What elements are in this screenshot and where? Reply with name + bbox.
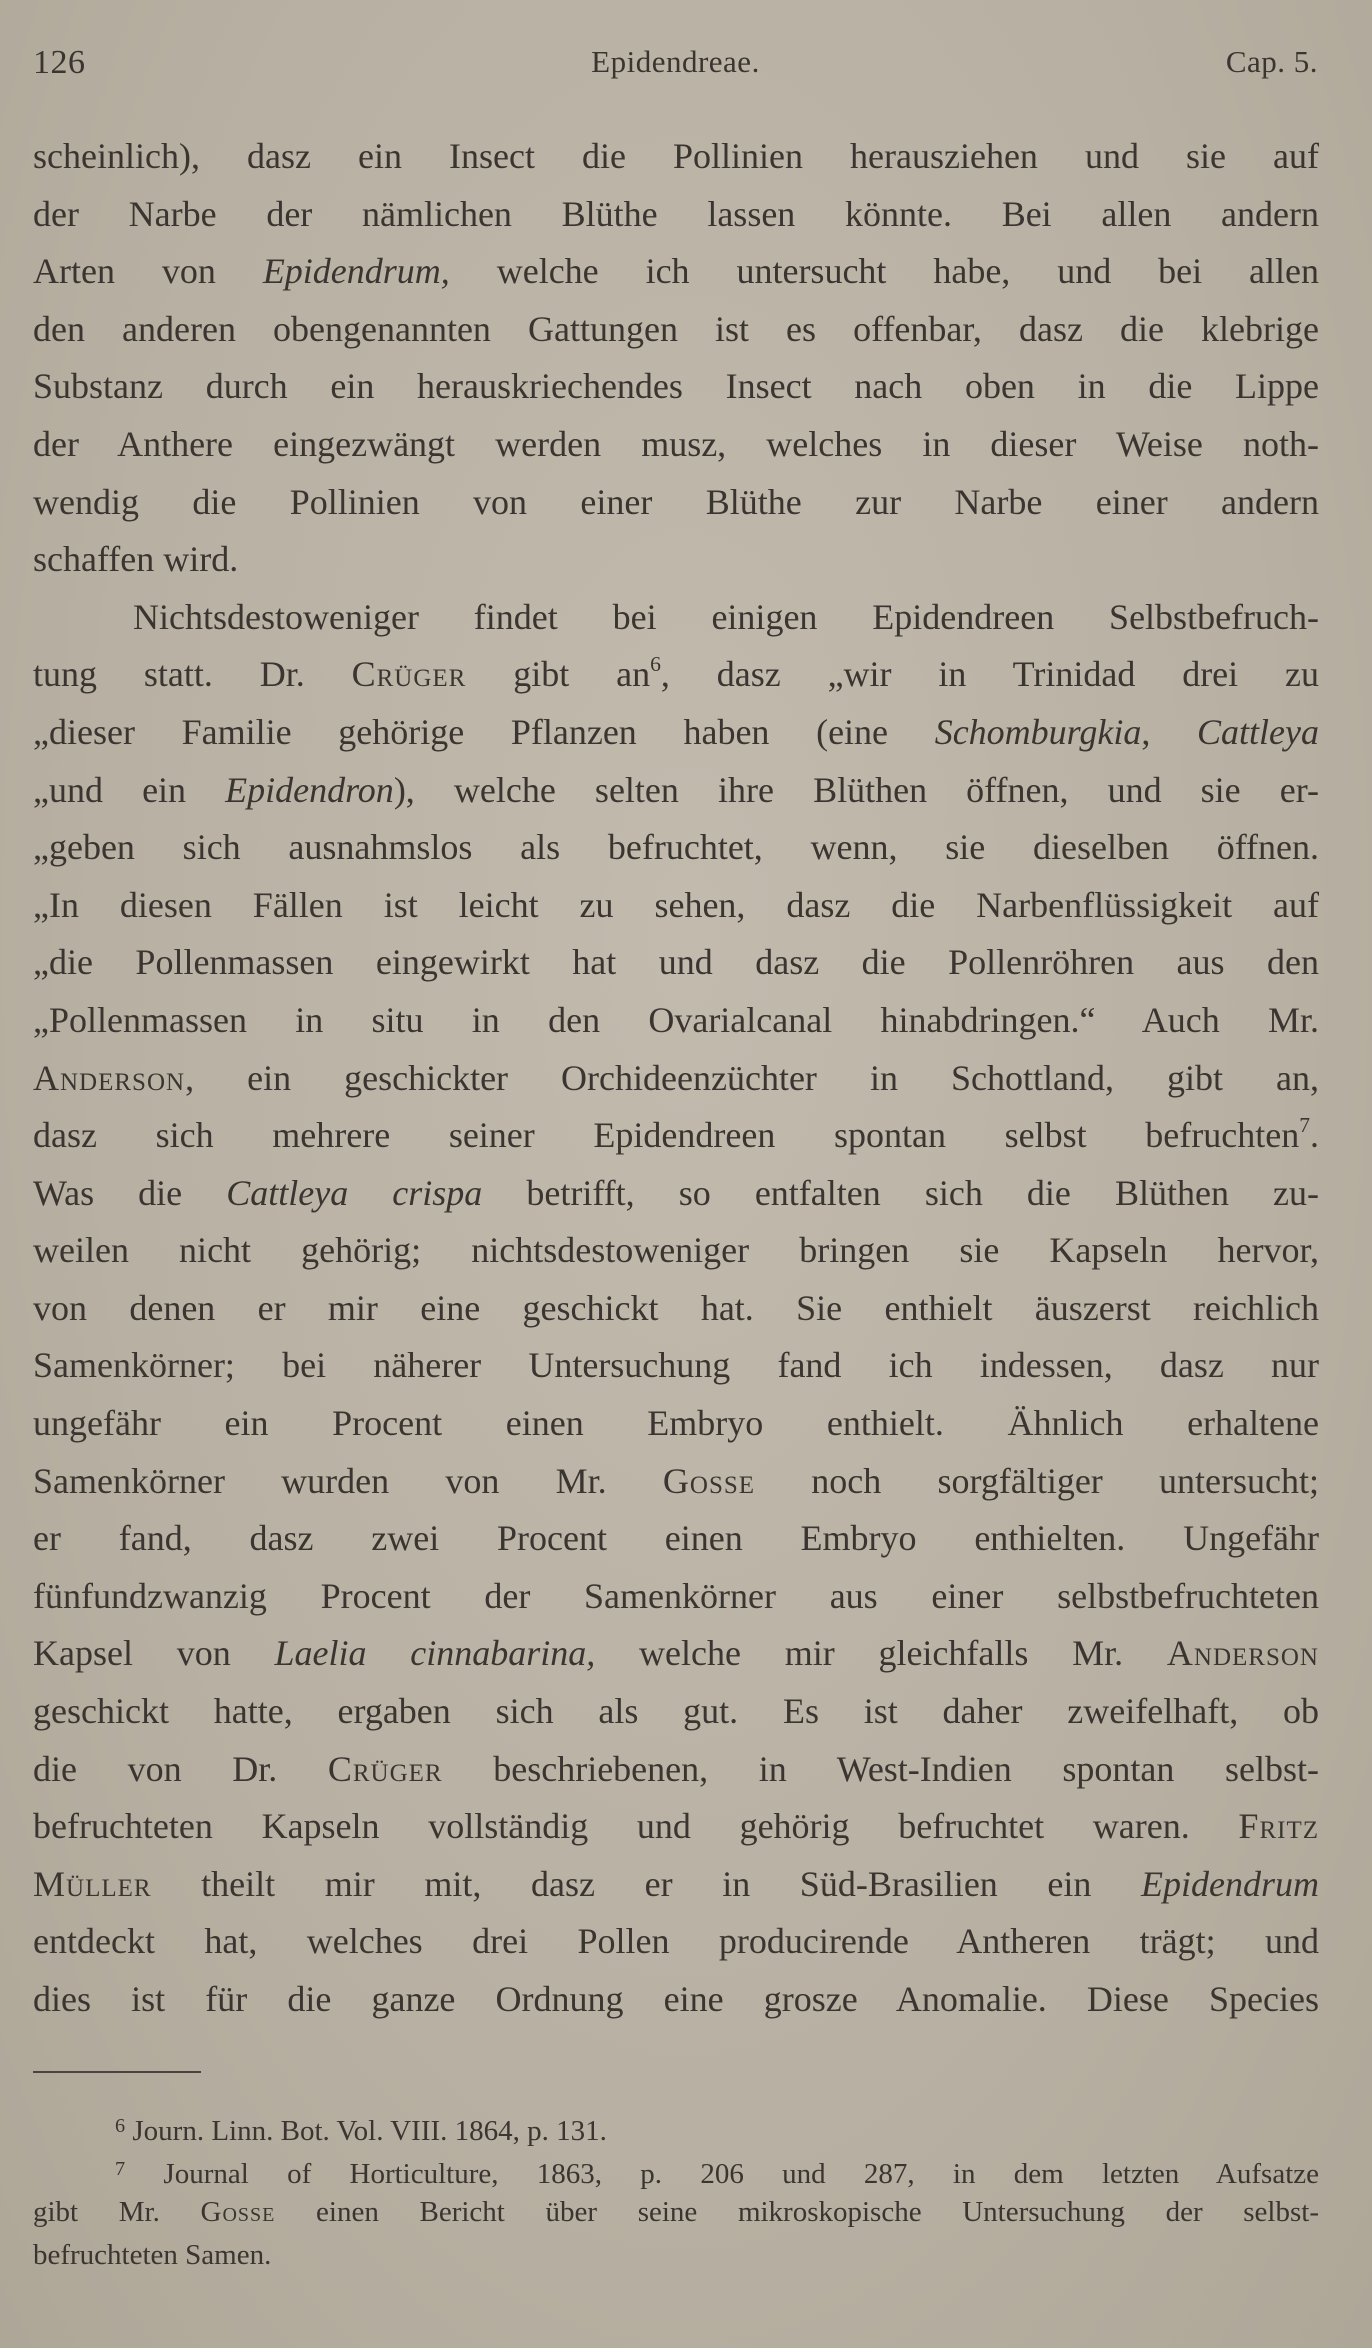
taxon-name: Cattleya	[1197, 711, 1319, 752]
text-line: Nichtsdestoweniger findet bei einigen Epidendreen Selbstbefruch-	[133, 596, 1319, 637]
text-line: geschickt hatte, ergaben sich als gut. Es ist daher zweifelhaft, ob	[33, 1691, 1319, 1732]
footnote-7-end: befruchteten Samen.	[33, 2239, 272, 2271]
text-line: Samenkörner; bei näherer Untersuchung fand ich indessen, dasz nur	[33, 1345, 1319, 1386]
text-line: Müller theilt mir mit, dasz er in Süd-Brasilien ein Epidendrum	[33, 1863, 1319, 1904]
footnote-7: $^7$ Journal of Horticulture, 1863, p. 206 und 287, in dem letzten Aufsatze	[115, 2158, 1319, 2191]
text-line: ungefähr ein Procent einen Embryo enthielt. Ähnlich erhaltene	[33, 1403, 1319, 1444]
taxon-name: Schomburgkia	[934, 711, 1142, 752]
author-name: Crüger	[327, 1748, 443, 1789]
taxon-name: Epidendron	[225, 769, 394, 810]
page-header	[33, 44, 1318, 94]
text-line: entdeckt hat, welches drei Pollen producirende Antheren trägt; und	[33, 1921, 1319, 1962]
text-line: den anderen obengenannten Gattungen ist es offenbar, dasz die klebrige	[33, 308, 1319, 349]
text-line: von denen er mir eine geschickt hat. Sie enthielt äuszerst reichlich	[33, 1287, 1319, 1328]
footnote-divider	[33, 2071, 201, 2073]
footnote-ref[interactable]: 7	[1299, 1112, 1310, 1137]
taxon-name: Epidendrum,	[262, 251, 450, 292]
text-line: Was die Cattleya crispa betrifft, so entfalten sich die Blüthen zu-	[33, 1172, 1319, 1213]
author-name: Müller	[33, 1863, 152, 1904]
text-line: Substanz durch ein herauskriechendes Insect nach oben in die Lippe	[33, 366, 1319, 407]
footnote-7-cont: gibt Mr. Gosse einen Bericht über seine mikroskopische Untersuchung der selbst-	[33, 2196, 1319, 2228]
author-name: Anderson	[33, 1057, 186, 1098]
text-line: Anderson, ein geschickter Orchideenzüchter in Schottland, gibt an,	[33, 1057, 1319, 1098]
text-line: „die Pollenmassen eingewirkt hat und dasz die Pollenröhren aus den	[33, 942, 1319, 983]
text-line: „und ein Epidendron), welche selten ihre Blüthen öffnen, und sie er-	[33, 769, 1319, 810]
footnote-6: $^6$ Journ. Linn. Bot. Vol. VIII. 1864, p. 131.	[115, 2115, 607, 2148]
text-line: fünfundzwanzig Procent der Samenkörner aus einer selbstbefruchteten	[33, 1575, 1319, 1616]
author-name: Gosse	[662, 1460, 756, 1501]
text-line: er fand, dasz zwei Procent einen Embryo enthielten. Ungefähr	[33, 1518, 1319, 1559]
page-number: 126	[33, 44, 86, 81]
text-line: Kapsel von Laelia cinnabarina, welche mir gleichfalls Mr. Anderson	[33, 1633, 1319, 1674]
text-line: wendig die Pollinien von einer Blüthe zur Narbe einer andern	[33, 481, 1319, 522]
text-line: weilen nicht gehörig; nichtsdestoweniger bringen sie Kapseln hervor,	[33, 1230, 1319, 1271]
text-line: „Pollenmassen in situ in den Ovarialcanal hinabdringen.“ Auch Mr.	[33, 999, 1319, 1040]
text-line: Samenkörner wurden von Mr. Gosse noch sorgfältiger untersucht;	[33, 1460, 1319, 1501]
text-line: „In diesen Fällen ist leicht zu sehen, dasz die Narbenflüssigkeit auf	[33, 884, 1319, 925]
text-line: „dieser Familie gehörige Pflanzen haben (eine Schomburgkia, Cattleya	[33, 711, 1319, 752]
footnotes	[33, 2105, 1319, 2277]
author-name: Gosse	[200, 2196, 276, 2228]
body-text	[33, 128, 1319, 2029]
author-name: Fritz	[1238, 1806, 1319, 1847]
author-name: Crüger	[351, 654, 467, 695]
chapter-label: Cap. 5.	[1225, 44, 1318, 79]
text-line: dies ist für die ganze Ordnung eine grosze Anomalie. Diese Species	[33, 1979, 1319, 2019]
taxon-name: Epidendrum	[1141, 1863, 1319, 1904]
text-line: der Narbe der nämlichen Blüthe lassen könnte. Bei allen andern	[33, 193, 1319, 234]
text-line: tung statt. Dr. Crüger gibt $an^6$, dasz „wir in Trinidad drei zu	[33, 652, 1319, 695]
footnote-ref[interactable]: 6	[650, 652, 661, 677]
text-line: „geben sich ausnahmslos als befruchtet, wenn, sie dieselben öffnen.	[33, 827, 1319, 868]
author-name: Anderson	[1166, 1633, 1319, 1674]
text-line: dasz sich mehrere seiner Epidendreen spontan selbst befruchten$^7$.	[33, 1112, 1319, 1156]
taxon-name: Laelia cinnabarina,	[274, 1633, 596, 1674]
text-line: Arten von Epidendrum, welche ich untersucht habe, und bei allen	[33, 251, 1319, 292]
running-title: Epidendreae.	[591, 44, 760, 79]
footnote-number: 6	[115, 2115, 126, 2137]
taxon-name: Cattleya crispa	[226, 1172, 483, 1213]
text-line: scheinlich), dasz ein Insect die Pollinien herausziehen und sie auf	[33, 136, 1319, 176]
text-line: schaffen wird.	[33, 539, 239, 580]
text-line: die von Dr. Crüger beschriebenen, in West-Indien spontan selbst-	[33, 1748, 1319, 1789]
footnote-number: 7	[115, 2158, 126, 2180]
text-line: befruchteten Kapseln vollständig und gehörig befruchtet waren. Fritz	[33, 1806, 1319, 1847]
text-line: der Anthere eingezwängt werden musz, welches in dieser Weise noth-	[33, 423, 1319, 464]
